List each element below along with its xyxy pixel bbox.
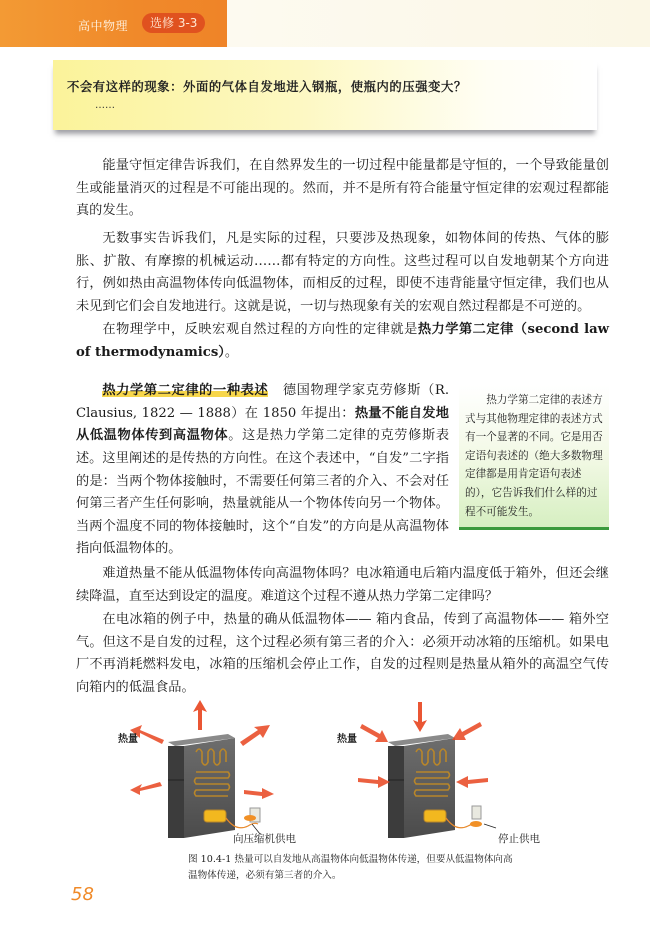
figure-caption: 图 10.4-1 热量可以自发地从高温物体向低温物体传递，但要从低温物体向高温物体传递，必须有第三者的介入。: [188, 854, 513, 881]
sidebar-note: 热力学第二定律的表述方式与其他物理定律的表述方式有一个显著的不同。它是用否定语句表述的（绝大多数物理定律都是用肯定语句表述的），它告诉我们什么样的过程不可能发生。: [459, 385, 609, 530]
header-background: [227, 0, 650, 47]
stop-power-label: 停止供电: [498, 833, 540, 845]
book-title: 高中物理: [78, 19, 129, 33]
paragraph-spontaneous: 这里阐述的是传热的方向性。在这个表述中，“自发”二字指的是：当两个物体接触时，不需要任何第三者的介入、不会对任何第三者产生任何影响，热量就能从一个物体传向另一个物体。当两个温度不同的物体接触时，这个“自发”的方向是从高温物体指向低温物体的。: [76, 451, 449, 557]
clausius-statement: 热量不能自发地从低温物体传到高温物体: [76, 405, 449, 444]
p3-end: 。: [224, 344, 239, 360]
note-ellipsis: ……: [95, 100, 115, 111]
header-band: [0, 0, 227, 47]
paragraph-irreversibility: 无数事实告诉我们，凡是实际的过程，只要涉及热现象，如物体间的传热、气体的膨胀、扩散、有摩擦的机械运动……都有特定的方向性。这些过程可以自发地朝某个方向进行，例如热由高温物体传向低温物体，而相反的过程，即使不违背能量守恒定律，我们也从未见到它们会自发地进行。这就是说，一切与热现象有关的宏观自然过程都是不可逆的。: [76, 231, 609, 314]
heat-label-left: 热量: [118, 734, 138, 745]
figure-refrigerator: [100, 700, 540, 845]
section-heading: 热力学第二定律的一种表述: [102, 383, 269, 398]
heat-label-right: 热量: [337, 734, 357, 745]
supply-power-label: 向压缩机供电: [233, 833, 296, 845]
p4-end: 。这是热力学第二定律的克劳修斯表述。: [76, 428, 450, 466]
page-number: 58: [71, 884, 94, 905]
refrigerator-illustration: [100, 700, 540, 845]
second-law-term: 热力学第二定律（second law of thermodynamics）: [76, 322, 609, 360]
discussion-note-box: [53, 60, 597, 130]
paragraph-refrigerator-explanation: 在电冰箱的例子中，热量的确从低温物体—— 箱内食品，传到了高温物体—— 箱外空气。但这不是自发的过程，这个过程必须有第三者的介入：必须开动冰箱的压缩机。如果电厂不再消耗燃料发电，冰箱的压缩机会停止工作，自发的过程则是热量从箱外的高温空气传向箱内的低温食品。: [76, 612, 609, 695]
paragraph-energy-conservation: 能量守恒定律告诉我们，在自然界发生的一切过程中能量都是守恒的，一个导致能量创生或能量消灭的过程是不可能出现的。然而，并不是所有符合能量守恒定律的宏观过程都能真的发生。: [76, 158, 609, 219]
p3-text: 在物理学中，反映宏观自然过程的方向性的定律就是: [102, 322, 418, 337]
note-text: 不会有这样的现象：外面的气体自发地进入钢瓶，使瓶内的压强变大？: [67, 80, 467, 94]
volume-badge: 选修 3-3: [142, 13, 205, 33]
paragraph-second-law-intro: [76, 319, 609, 364]
paragraph-refrigerator-question: 难道热量不能从低温物体传向高温物体吗？电冰箱通电后箱内温度低于箱外，但还会继续降温，直至达到设定的温度。难道这个过程不遵从热力学第二定律吗？: [76, 566, 609, 604]
p4-text: 德国物理学家克劳修斯（R. Clausius, 1822 — 1888）在 1850 年提出：: [76, 383, 450, 421]
fridge-left: [168, 734, 260, 838]
